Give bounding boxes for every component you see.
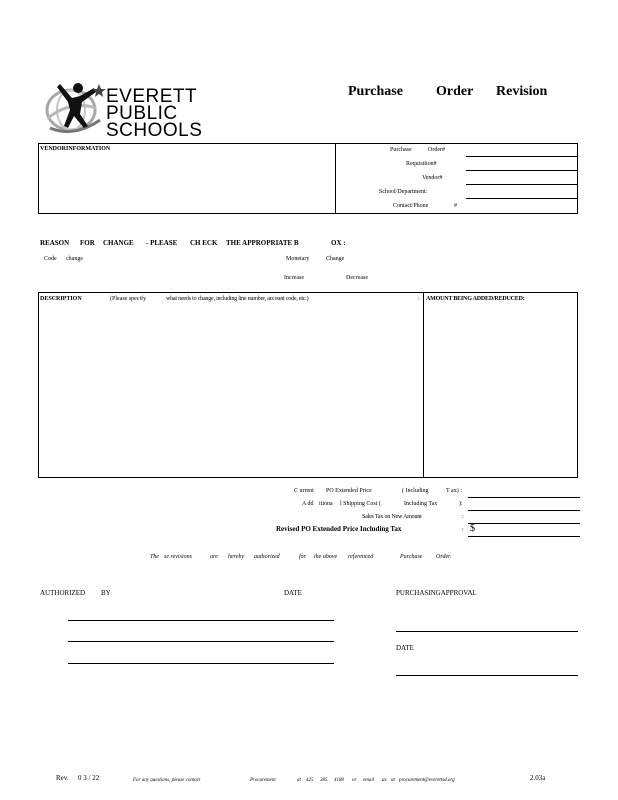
statement-w6: for <box>299 554 307 560</box>
logo-line-2: PUBLIC <box>106 103 178 124</box>
date-label: DATE <box>284 589 302 597</box>
authorized-signature-line-2[interactable] <box>68 641 334 642</box>
footer-email: email <box>363 778 375 783</box>
amount-label: AMOUNT BEING ADDED/REDUCED: <box>426 296 525 302</box>
statement-w10: Order. <box>436 554 452 560</box>
code-change-label: change <box>66 256 83 262</box>
current-w1: C urrent <box>294 488 314 494</box>
statement-w7: the above <box>314 554 338 560</box>
shipping-cost-line[interactable] <box>468 510 580 511</box>
statement-w8: referenced <box>348 554 374 560</box>
description-colon: : <box>418 296 420 302</box>
monetary-change-label: Change <box>326 256 345 262</box>
po-purchase-label: Purchase <box>390 147 412 153</box>
statement-w9: Purchase <box>400 554 423 560</box>
logo-line-3: SCHOOLS <box>106 120 203 141</box>
shipping-w2: itiona <box>319 501 333 507</box>
description-hint-1: (Please specify <box>110 296 147 302</box>
vendor-number-line[interactable] <box>466 184 578 185</box>
school-dept-line[interactable] <box>466 198 578 199</box>
footer-phone-1: 425 <box>306 778 314 783</box>
footer-email-address[interactable]: procurement@everettsd.org <box>399 778 455 783</box>
purchasing-approval-line[interactable] <box>396 631 578 632</box>
reason-w3: CHANGE <box>103 239 134 247</box>
reason-w7: OX : <box>331 239 346 247</box>
footer-rev-label: Rev. <box>56 774 69 782</box>
logo-figure-icon <box>44 78 106 140</box>
sales-tax-colon: : <box>462 514 464 520</box>
description-input-area[interactable] <box>40 306 421 476</box>
title-purchase: Purchase <box>348 84 403 99</box>
district-logo <box>44 78 204 140</box>
monetary-label: Monetary <box>286 256 310 262</box>
footer-phone-2: 385 <box>320 778 328 783</box>
amount-input-area[interactable] <box>425 306 576 476</box>
current-price-line[interactable] <box>468 497 580 498</box>
footer-form-number: 2.03a <box>530 774 546 782</box>
vendor-divider <box>335 143 336 214</box>
description-label: DESCRIPTION <box>40 296 82 302</box>
reason-w6: THE APPROPRIATE B <box>226 239 299 247</box>
sales-tax-label: Sales Tax on New Amount <box>362 514 422 520</box>
shipping-w3: l Shipping Cost ( <box>340 501 381 507</box>
po-order-line[interactable] <box>466 156 578 157</box>
contact-phone-hash: # <box>454 203 457 209</box>
po-order-label: Order# <box>428 147 445 153</box>
logo-line-1: EVERETT <box>106 86 198 107</box>
statement-w3: are <box>210 554 218 560</box>
reason-w5: CH ECK <box>190 239 218 247</box>
vendor-info-label: VENDORINFORMATION <box>40 146 111 152</box>
vendor-number-label: Vendor# <box>422 175 443 181</box>
footer-at: at <box>297 778 301 783</box>
description-hint-2: what needs to change, including line number, account code, etc.) <box>166 296 309 302</box>
purchasing-approval-label: PURCHASINGAPPROVAL <box>396 589 477 597</box>
statement-w2: se revisions <box>164 554 192 560</box>
title-order: Order <box>436 84 474 99</box>
footer-rev-date: 0 3 / 22 <box>78 774 100 782</box>
school-dept-label: School/Department: <box>379 189 428 195</box>
statement-w5: authorized <box>254 554 280 560</box>
authorized-label: AUTHORIZED <box>40 589 86 597</box>
shipping-w4: Including Tax <box>404 501 438 507</box>
statement-w4: hereby <box>228 554 245 560</box>
authorized-signature-line-3[interactable] <box>68 663 334 664</box>
reason-w4: - PLEASE <box>146 239 178 247</box>
current-w4: T ax) : <box>446 488 462 494</box>
footer-or: or <box>352 778 357 783</box>
footer-at-2: at <box>391 778 395 783</box>
authorized-signature-line-1[interactable] <box>68 620 334 621</box>
statement-w1: The <box>150 554 159 560</box>
purchasing-date-label: DATE <box>396 644 414 652</box>
footer-questions: For any questions, please contact <box>133 778 201 783</box>
shipping-w1: A dd <box>302 501 314 507</box>
footer-phone-3: 4180 <box>334 778 344 783</box>
requisition-line[interactable] <box>466 170 578 171</box>
shipping-w5: ): <box>459 501 463 507</box>
revised-price-label: Revised PO Extended Price Including Tax <box>276 525 402 533</box>
revised-price-line[interactable] <box>468 536 580 537</box>
current-w2: PO Extended Price <box>326 488 372 494</box>
contact-phone-label: Contact/Phone <box>393 203 429 209</box>
requisition-label: Requisition# <box>406 161 437 167</box>
reason-w1: REASON <box>40 239 70 247</box>
revised-price-colon: : <box>462 527 464 533</box>
current-w3: ( Including <box>402 488 429 494</box>
purchasing-date-line[interactable] <box>396 675 578 676</box>
code-label: Code <box>44 256 57 262</box>
increase-label: Increase <box>284 275 304 281</box>
reason-w2: FOR <box>80 239 95 247</box>
description-divider <box>423 292 424 478</box>
footer-us: us <box>382 778 387 783</box>
by-label: BY <box>101 589 111 597</box>
footer-procurement: Procurement <box>250 778 276 783</box>
vendor-info-box <box>38 143 578 214</box>
title-revision: Revision <box>496 84 548 99</box>
decrease-label: Decrease <box>346 275 368 281</box>
revised-price-dollar: $ <box>470 523 475 534</box>
sales-tax-line[interactable] <box>468 523 580 524</box>
